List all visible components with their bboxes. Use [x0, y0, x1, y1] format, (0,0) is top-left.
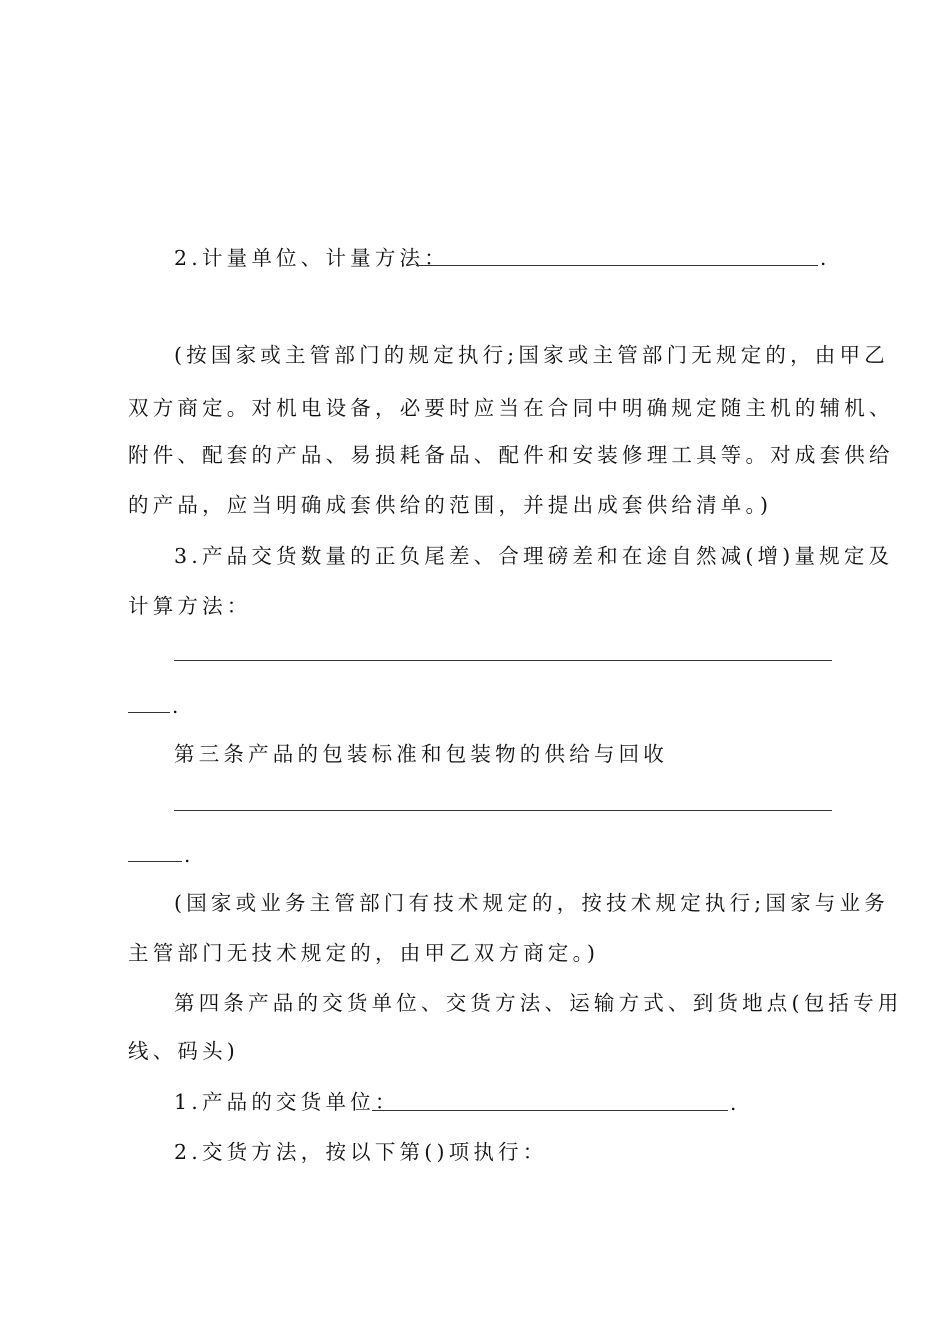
note-1-line-2: 双方商定。对机电设备，必要时应当在合同中明确规定随主机的辅机、 — [128, 396, 894, 420]
item-3-end-period: . — [172, 694, 179, 718]
item-3-line-1: 3.产品交货数量的正负尾差、合理磅差和在途自然减(增)量规定及 — [174, 544, 894, 568]
note-1-line-1: (按国家或主管部门的规定执行;国家或主管部门无规定的，由甲乙 — [174, 343, 889, 367]
article-3-end-period: . — [184, 843, 191, 867]
article-4-line-2: 线、码头) — [128, 1039, 239, 1063]
article-4-line-1: 第四条产品的交货单位、交货方法、运输方式、到货地点(包括专用 — [174, 991, 903, 1015]
note-2-line-2: 主管部门无技术规定的，由甲乙双方商定。) — [128, 941, 600, 965]
article-3-fill-blank-long — [174, 810, 832, 811]
item-2-measurement-label: 2.计量单位、计量方法： — [174, 246, 449, 270]
item-4-1-end-period: . — [730, 1091, 737, 1115]
item-4-1-delivery-unit-label: 1.产品的交货单位： — [174, 1090, 400, 1114]
item-2-fill-blank — [416, 265, 818, 266]
item-4-1-fill-blank — [372, 1110, 728, 1111]
article-3-fill-blank-short — [128, 861, 182, 862]
note-1-line-3: 附件、配套的产品、易损耗备品、配件和安装修理工具等。对成套供给 — [128, 443, 894, 467]
item-3-fill-blank-long — [174, 660, 832, 661]
note-2-line-1: (国家或业务主管部门有技术规定的，按技术规定执行;国家与业务 — [174, 891, 889, 915]
item-2-end-period: . — [820, 246, 827, 270]
note-1-line-4: 的产品，应当明确成套供给的范围，并提出成套供给清单。) — [128, 493, 773, 517]
article-3-title: 第三条产品的包装标准和包装物的供给与回收 — [174, 742, 668, 766]
item-3-line-2: 计算方法： — [128, 594, 252, 618]
item-4-2-delivery-method: 2.交货方法，按以下第()项执行： — [174, 1140, 548, 1164]
item-3-fill-blank-short — [128, 712, 170, 713]
